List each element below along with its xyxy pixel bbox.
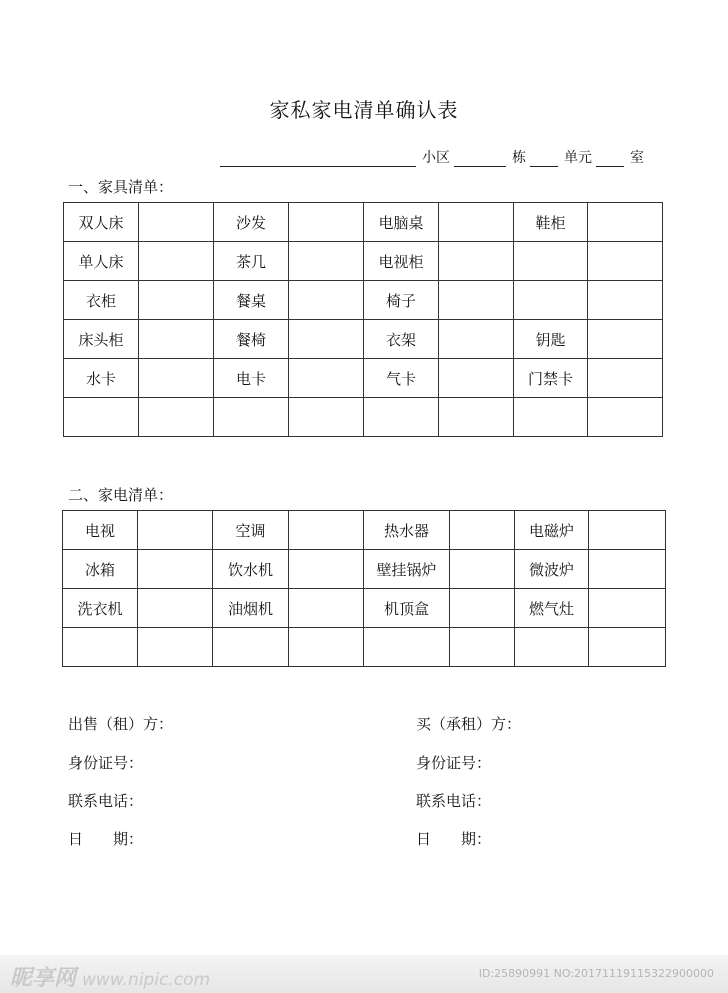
item-entry-cell[interactable]	[588, 320, 663, 359]
item-label-cell: 热水器	[364, 511, 450, 550]
table-row	[63, 550, 666, 589]
item-label-cell: 衣架	[364, 320, 439, 359]
table-row	[63, 511, 666, 550]
item-entry-cell[interactable]	[213, 628, 289, 667]
item-entry-cell[interactable]	[439, 242, 514, 281]
item-entry-cell[interactable]	[139, 359, 214, 398]
item-label-cell: 沙发	[214, 203, 289, 242]
item-entry-cell[interactable]	[588, 359, 663, 398]
item-entry-cell[interactable]	[588, 281, 663, 320]
item-label-cell: 燃气灶	[515, 589, 589, 628]
item-entry-cell[interactable]	[289, 589, 364, 628]
item-entry-cell[interactable]	[138, 550, 213, 589]
item-entry-cell[interactable]	[289, 203, 364, 242]
seller-date-label: 日 期：	[68, 830, 144, 848]
item-entry-cell[interactable]	[439, 281, 514, 320]
item-entry-cell[interactable]	[214, 398, 289, 437]
item-entry-cell[interactable]	[514, 398, 588, 437]
item-entry-cell[interactable]	[588, 398, 663, 437]
item-entry-cell[interactable]	[589, 550, 666, 589]
item-entry-cell[interactable]	[514, 281, 588, 320]
seller-id-label: 身份证号：	[68, 754, 144, 772]
buyer-date-label: 日 期：	[416, 830, 492, 848]
item-label-cell: 单人床	[64, 242, 139, 281]
buyer-id-label: 身份证号：	[416, 754, 492, 772]
buyer-party-label: 买（承租）方：	[416, 715, 522, 733]
watermark-brand-text: 昵享网	[10, 966, 77, 991]
address-line	[220, 147, 648, 167]
item-entry-cell[interactable]	[589, 511, 666, 550]
item-entry-cell[interactable]	[514, 242, 588, 281]
item-label-cell: 电脑桌	[364, 203, 439, 242]
item-label-cell: 微波炉	[515, 550, 589, 589]
item-label-cell: 机顶盒	[364, 589, 450, 628]
item-entry-cell[interactable]	[289, 511, 364, 550]
item-label-cell: 电磁炉	[515, 511, 589, 550]
item-label-cell: 餐椅	[214, 320, 289, 359]
item-entry-cell[interactable]	[439, 320, 514, 359]
item-label-cell: 餐桌	[214, 281, 289, 320]
table-row	[64, 359, 663, 398]
item-entry-cell[interactable]	[450, 550, 515, 589]
item-entry-cell[interactable]	[589, 589, 666, 628]
table-row	[64, 203, 663, 242]
item-label-cell: 壁挂锅炉	[364, 550, 450, 589]
page-title: 家私家电清单确认表	[269, 98, 459, 122]
item-entry-cell[interactable]	[139, 242, 214, 281]
item-label-cell: 洗衣机	[63, 589, 138, 628]
item-entry-cell[interactable]	[64, 398, 139, 437]
item-label-cell: 电卡	[214, 359, 289, 398]
item-entry-cell[interactable]	[588, 242, 663, 281]
item-entry-cell[interactable]	[289, 359, 364, 398]
community-label: 小区	[422, 150, 450, 166]
item-label-cell: 气卡	[364, 359, 439, 398]
item-entry-cell[interactable]	[139, 203, 214, 242]
item-entry-cell[interactable]	[289, 628, 364, 667]
item-label-cell: 油烟机	[213, 589, 289, 628]
watermark-id: ID:25890991 NO:20171119115322900000	[478, 967, 714, 980]
item-label-cell: 鞋柜	[514, 203, 588, 242]
item-entry-cell[interactable]	[450, 511, 515, 550]
item-label-cell: 双人床	[64, 203, 139, 242]
item-entry-cell[interactable]	[515, 628, 589, 667]
item-entry-cell[interactable]	[289, 550, 364, 589]
item-entry-cell[interactable]	[364, 398, 439, 437]
unit-blank[interactable]	[596, 150, 624, 167]
seller-phone-label: 联系电话：	[68, 792, 144, 810]
address-blank[interactable]	[220, 150, 416, 167]
item-label-cell: 椅子	[364, 281, 439, 320]
room-label: 室	[630, 150, 644, 166]
item-entry-cell[interactable]	[139, 281, 214, 320]
table-row	[64, 320, 663, 359]
watermark-brand	[10, 961, 210, 992]
item-label-cell: 电视	[63, 511, 138, 550]
item-entry-cell[interactable]	[289, 281, 364, 320]
item-entry-cell[interactable]	[439, 398, 514, 437]
appliance-table	[62, 510, 666, 667]
item-entry-cell[interactable]	[589, 628, 666, 667]
community-blank[interactable]	[454, 150, 506, 167]
table-row	[64, 398, 663, 437]
appliance-heading: 二、家电清单：	[68, 486, 174, 504]
item-entry-cell[interactable]	[450, 589, 515, 628]
item-entry-cell[interactable]	[63, 628, 138, 667]
item-label-cell: 钥匙	[514, 320, 588, 359]
furniture-table	[63, 202, 663, 437]
item-label-cell: 茶几	[214, 242, 289, 281]
item-entry-cell[interactable]	[138, 589, 213, 628]
seller-party-label: 出售（租）方：	[68, 715, 174, 733]
unit-label: 单元	[564, 150, 592, 166]
item-entry-cell[interactable]	[138, 511, 213, 550]
building-label: 栋	[512, 150, 526, 166]
table-row	[64, 242, 663, 281]
item-entry-cell[interactable]	[289, 242, 364, 281]
item-entry-cell[interactable]	[588, 203, 663, 242]
item-entry-cell[interactable]	[450, 628, 515, 667]
item-entry-cell[interactable]	[138, 628, 213, 667]
table-row	[64, 281, 663, 320]
item-label-cell: 空调	[213, 511, 289, 550]
watermark-site: www.nipic.com	[82, 970, 211, 990]
watermark-bar	[0, 955, 728, 993]
buyer-phone-label: 联系电话：	[416, 792, 492, 810]
furniture-heading: 一、家具清单：	[68, 178, 174, 196]
item-label-cell: 门禁卡	[514, 359, 588, 398]
item-entry-cell[interactable]	[139, 398, 214, 437]
item-entry-cell[interactable]	[139, 320, 214, 359]
table-row	[63, 628, 666, 667]
item-label-cell: 冰箱	[63, 550, 138, 589]
item-label-cell: 水卡	[64, 359, 139, 398]
building-blank[interactable]	[530, 150, 558, 167]
item-label-cell: 衣柜	[64, 281, 139, 320]
item-entry-cell[interactable]	[289, 320, 364, 359]
item-label-cell: 电视柜	[364, 242, 439, 281]
item-entry-cell[interactable]	[289, 398, 364, 437]
item-label-cell: 饮水机	[213, 550, 289, 589]
item-entry-cell[interactable]	[439, 359, 514, 398]
item-entry-cell[interactable]	[439, 203, 514, 242]
item-label-cell: 床头柜	[64, 320, 139, 359]
item-entry-cell[interactable]	[364, 628, 450, 667]
table-row	[63, 589, 666, 628]
